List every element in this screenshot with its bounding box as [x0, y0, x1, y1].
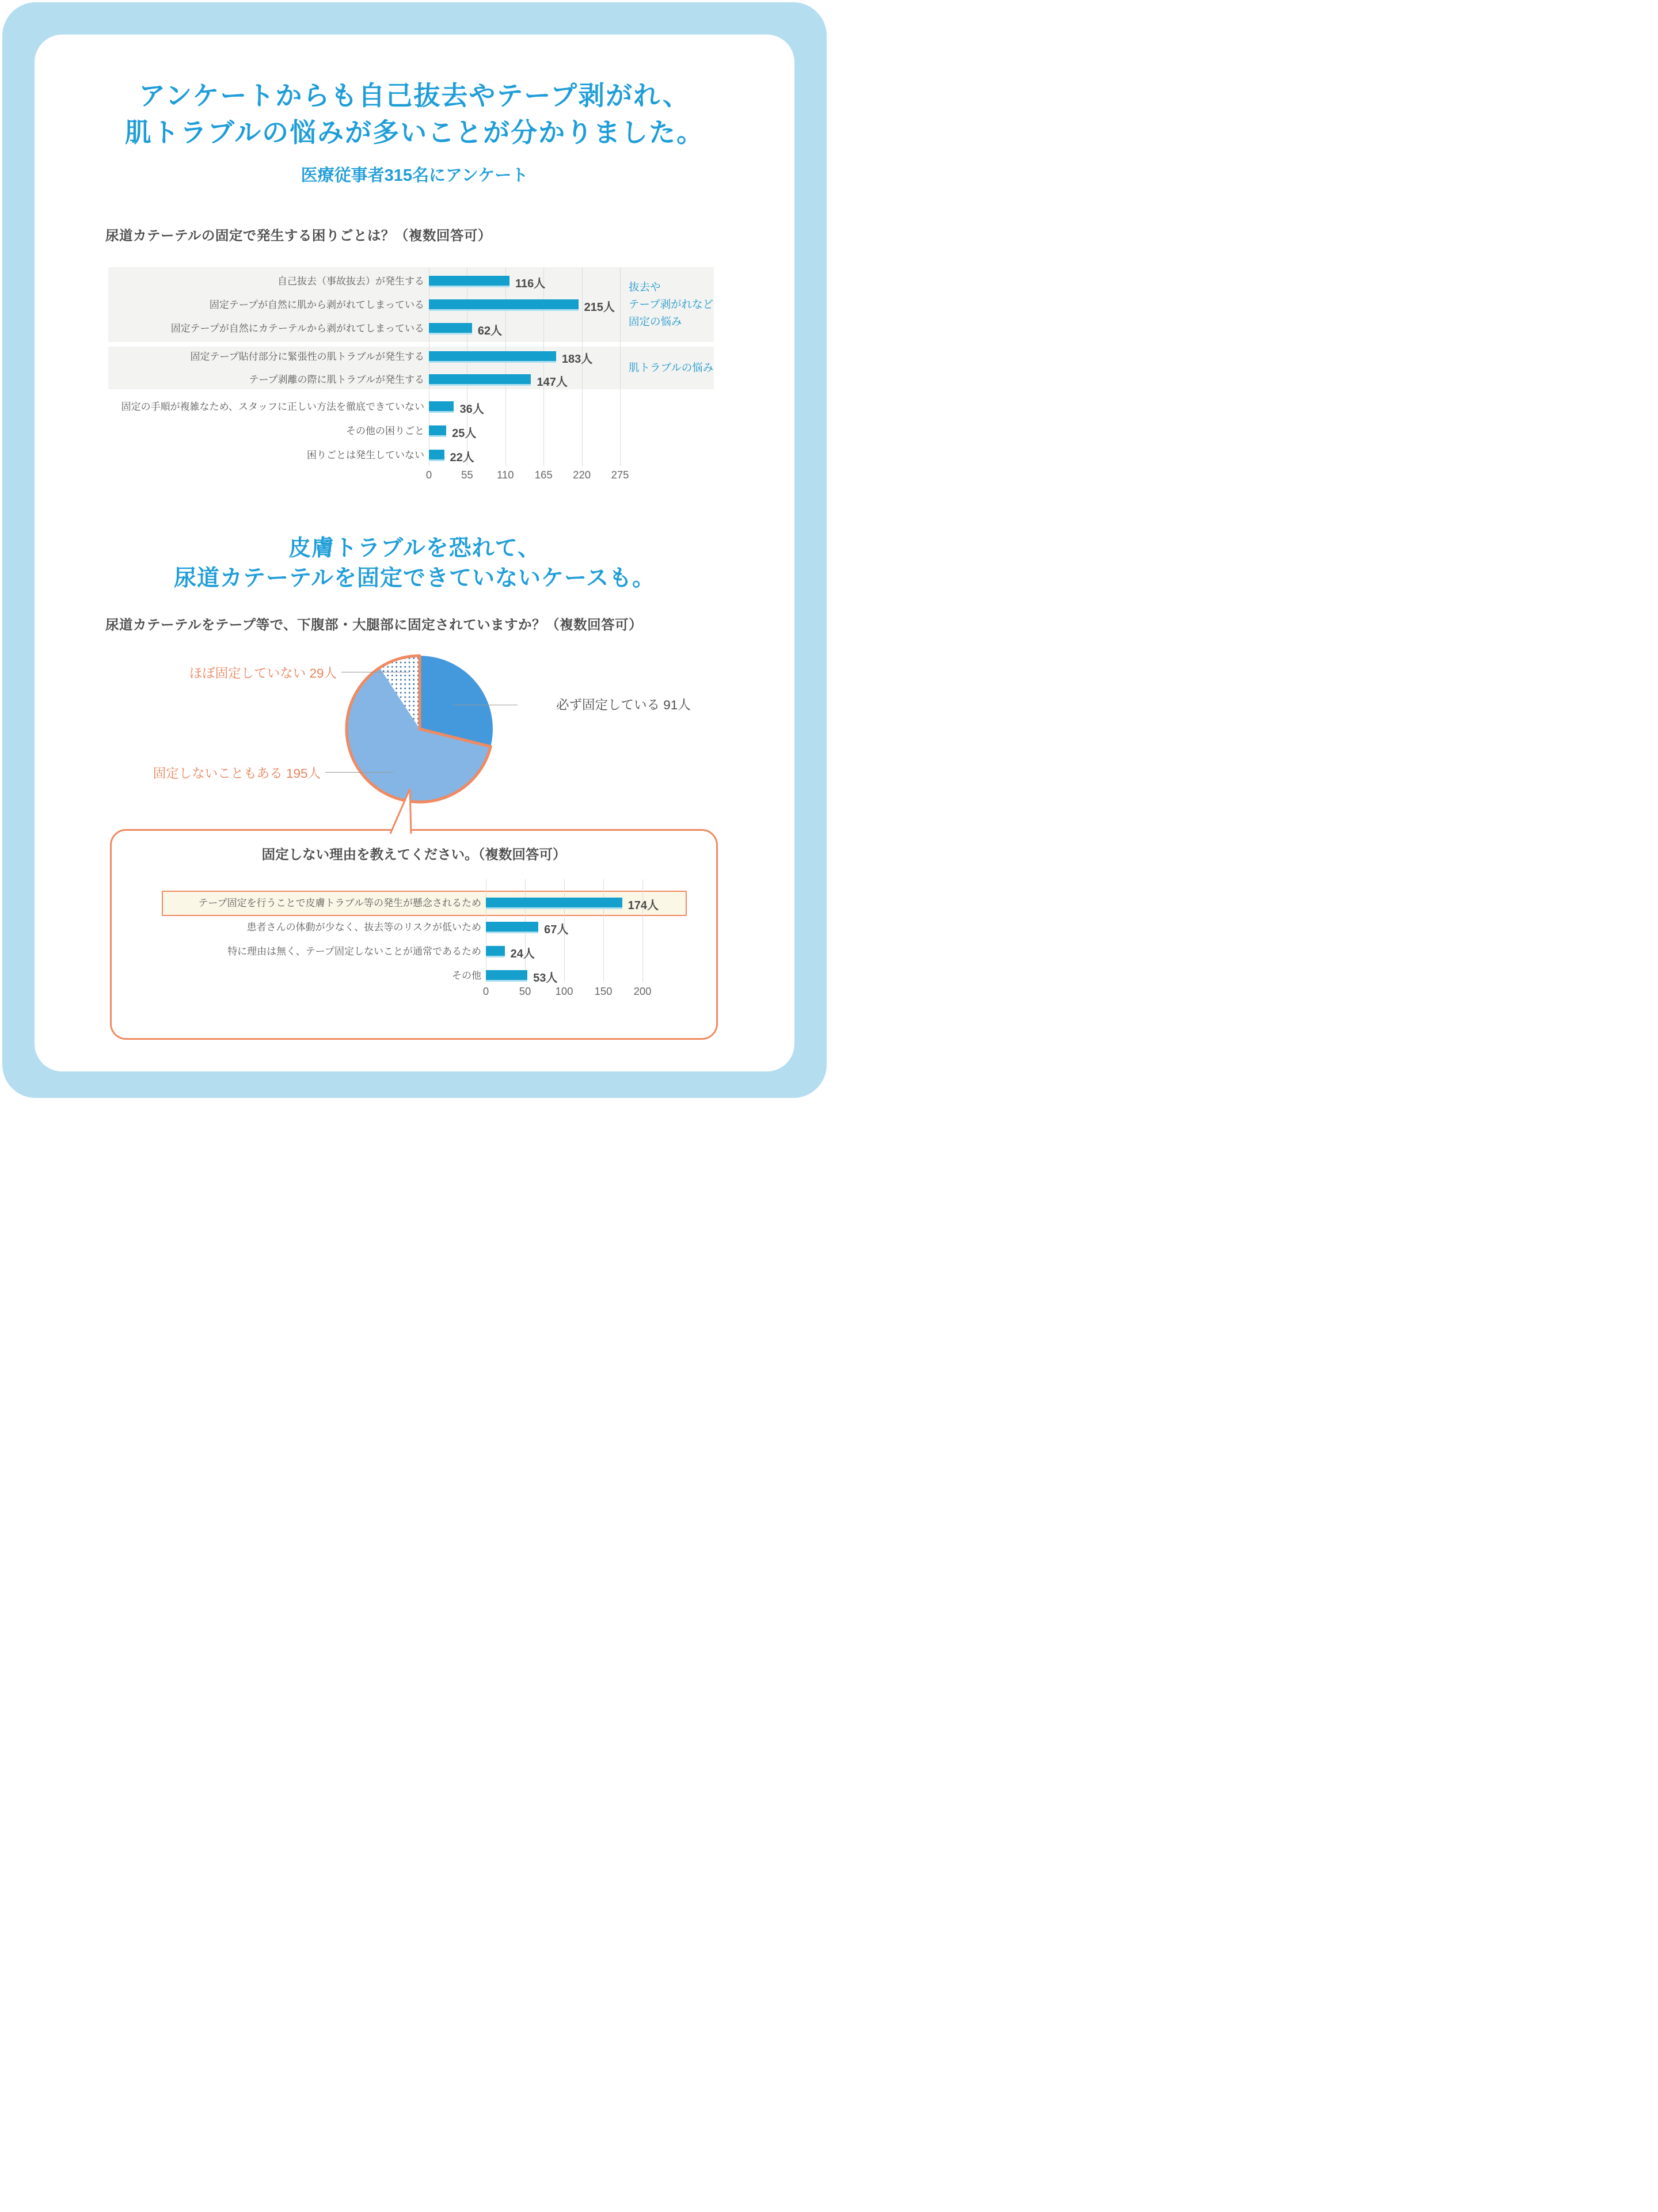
chart2-axis-tick: 150	[594, 985, 613, 997]
chart2-axis-tick: 100	[555, 985, 573, 997]
chart1-bar-value: 183人	[561, 353, 593, 366]
headline-skin-trouble-line1: 皮膚トラブルを恐れて、	[288, 536, 541, 561]
chart1-bar-label: 固定テープが自然に肌から剥がれてしまっている	[209, 299, 424, 310]
chart1-bar-value: 36人	[459, 403, 484, 416]
chart1-bar	[429, 276, 509, 287]
chart1-gridline	[582, 267, 583, 466]
chart1-bar	[429, 351, 556, 363]
chart1-axis-tick: 275	[611, 469, 629, 481]
chart1-bar-value: 147人	[537, 376, 568, 389]
pie-leader-sometimes	[325, 772, 393, 773]
chart2-axis-tick: 200	[633, 985, 652, 997]
chart1-bar-value: 215人	[584, 301, 615, 314]
chart1-gridline	[620, 267, 621, 466]
bar-chart-problems	[108, 267, 714, 487]
chart2-bar-value: 174人	[628, 899, 659, 912]
pie-label-always-fixed: 必ず固定している 91人	[556, 698, 691, 712]
chart2-bar-value: 24人	[510, 948, 535, 960]
main-title-line2: 肌トラブルの悩みが多いことが分かりました。	[124, 117, 705, 147]
chart1-bar	[429, 299, 579, 311]
chart1-axis-tick: 165	[534, 469, 553, 481]
chart1-bar	[429, 323, 472, 335]
chart2-bar-value: 53人	[533, 972, 558, 985]
chart2-bar	[486, 946, 505, 957]
chart1-bar-value: 25人	[452, 427, 477, 440]
main-title-line1: アンケートからも自己抜去やテープ剥がれ、	[139, 81, 690, 111]
chart1-question-title: 尿道カテーテルの固定で発生する困りごとは？（複数回答可）	[105, 228, 492, 243]
survey-sample-note: 医療従事者315名にアンケート	[301, 166, 528, 185]
chart2-bar-label: 特に理由は無く、テープ固定しないことが通常であるため	[227, 946, 481, 957]
chart1-axis-tick: 220	[573, 469, 591, 481]
callout-tail	[386, 783, 420, 836]
chart1-bar-label: 固定テープが自然にカテーテルから剥がれてしまっている	[170, 323, 424, 334]
chart1-axis-tick: 55	[461, 469, 473, 481]
pie-question-title: 尿道カテーテルをテープ等で、下腹部・大腿部に固定されていますか？（複数回答可）	[105, 617, 643, 632]
chart2-bar	[486, 970, 527, 982]
chart1-annotation-line: 固定の悩み	[629, 316, 682, 328]
chart2-axis-tick: 50	[519, 985, 531, 997]
chart1-bar-label: 固定テープ貼付部分に緊張性の肌トラブルが発生する	[190, 351, 424, 362]
chart1-annotation-skin: 肌トラブルの悩み	[629, 362, 714, 374]
callout-title: 固定しない理由を教えてください。（複数回答可）	[261, 847, 566, 862]
chart1-bar-label: テープ剥離の際に肌トラブルが発生する	[249, 374, 424, 385]
callout-reasons-box	[110, 829, 718, 1040]
chart1-bar-value: 116人	[515, 278, 546, 290]
main-title	[35, 77, 794, 151]
chart1-annotation-fixation	[629, 279, 713, 330]
headline-skin-trouble-line2: 尿道カテーテルを固定できていないケースも。	[173, 566, 656, 591]
chart1-bar-value: 22人	[450, 451, 474, 464]
chart1-bar-label: その他の困りごと	[346, 425, 424, 436]
pie-label-sometimes-not-fixed: 固定しないこともある 195人	[153, 766, 321, 781]
chart2-bar	[486, 922, 538, 933]
chart1-annotation-line: 抜去や	[629, 281, 661, 293]
chart1-axis-tick: 0	[425, 469, 432, 481]
chart1-bar-label: 自己抜去（事故抜去）が発生する	[277, 276, 424, 287]
chart1-bar	[429, 425, 446, 437]
chart1-bar	[429, 401, 454, 413]
chart1-gridline	[505, 267, 506, 466]
chart1-bar	[429, 450, 444, 461]
chart1-annotation-line: テープ剥がれなど	[629, 298, 714, 310]
chart1-bar-label: 困りごとは発生していない	[307, 450, 424, 461]
chart1-axis-tick: 110	[497, 469, 514, 481]
chart2-gridline	[642, 879, 643, 982]
chart1-gridline	[543, 267, 544, 466]
chart1-bar-value: 62人	[477, 325, 503, 337]
content-card	[35, 35, 794, 1071]
pie-label-rarely-fixed: ほぼ固定していない 29人	[189, 666, 337, 681]
chart1-bar-label: 固定の手順が複雑なため、スタッフに正しい方法を徹底できていない	[121, 401, 424, 412]
chart2-gridline	[603, 879, 604, 982]
chart2-bar-label: その他	[452, 970, 481, 981]
chart1-bar	[429, 374, 531, 386]
chart2-bar	[486, 898, 622, 909]
chart2-axis-tick: 0	[482, 985, 489, 997]
chart2-bar-value: 67人	[544, 923, 569, 936]
chart2-bar-label: テープ固定を行うことで皮膚トラブル等の発生が懸念されるため	[198, 898, 481, 909]
headline-skin-trouble	[35, 534, 794, 594]
chart2-bar-label: 患者さんの体動が少なく、抜去等のリスクが低いため	[246, 922, 481, 933]
